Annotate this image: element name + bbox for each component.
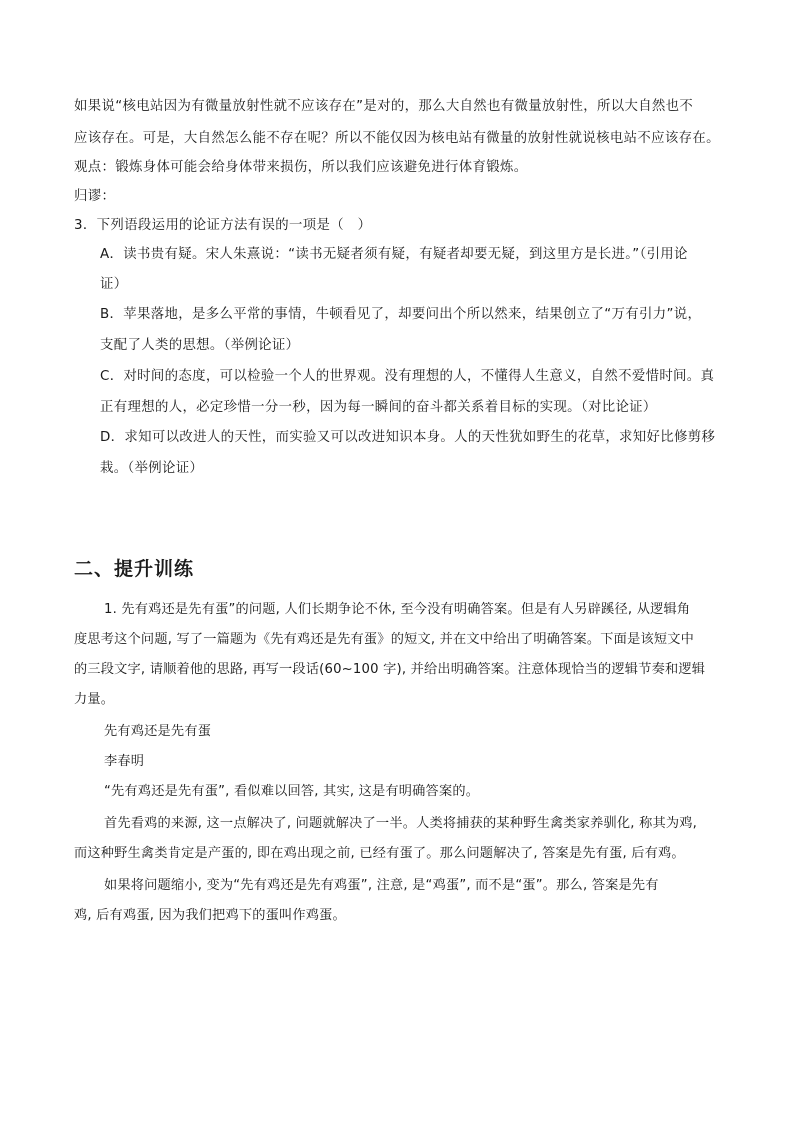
option-b: B．苹果落地，是多么平常的事情，牛顿看见了，却要问出个所以然来，结果创立了“万有引力”说，	[100, 307, 702, 322]
essay-paragraph: 首先看鸡的来源, 这一点解决了, 问题就解决了一半。人类将捕获的某种野生禽类家养驯化, 称其为鸡,	[104, 816, 698, 831]
option-c: C．对时间的态度，可以检验一个人的世界观。没有理想的人，不懂得人生意义，自然不爱惜时间。真	[100, 369, 715, 384]
essay-paragraph: 如果将问题缩小, 变为“先有鸡还是先有鸡蛋”, 注意, 是“鸡蛋”, 而不是“蛋”。那么, 答案是先有	[104, 878, 659, 893]
exercise-1-line: 的三段文字, 请顺着他的思路, 再写一段话(60~100 字), 并给出明确答案。注意体现恰当的逻辑节奏和逻辑	[74, 662, 706, 677]
text-line: 如果说“核电站因为有微量放射性就不应该存在”是对的，那么大自然也有微量放射性，所以大自然也不	[74, 99, 694, 114]
essay-paragraph: “先有鸡还是先有蛋”, 看似难以回答, 其实, 这是有明确答案的。	[104, 784, 480, 799]
option-a-cont: 证）	[100, 277, 128, 292]
option-c-cont: 正有理想的人，必定珍惜一分一秒，因为每一瞬间的奋斗都关系着目标的实现。（对比论证）	[100, 400, 657, 415]
exercise-1-line: 力量。	[74, 692, 115, 707]
section-title: 二、提升训练	[74, 558, 195, 580]
option-a: A．读书贵有疑。宋人朱熹说：“读书无疑者须有疑，有疑者却要无疑，到这里方是长进。”（引用论	[100, 247, 688, 262]
option-d-cont: 栽。（举例论证）	[100, 461, 204, 476]
essay-paragraph: 而这种野生禽类肯定是产蛋的, 即在鸡出现之前, 已经有蛋了。那么问题解决了, 答案是先有蛋, 后有鸡。	[74, 846, 685, 861]
exercise-1-line: 度思考这个问题, 写了一篇题为《先有鸡还是先有蛋》的短文, 并在文中给出了明确答案。下面是该短文中	[74, 632, 695, 647]
text-line: 应该存在。可是，大自然怎么能不存在呢？所以不能仅因为核电站有微量的放射性就说核电站不应该存在。	[74, 131, 720, 146]
essay-paragraph: 鸡, 后有鸡蛋, 因为我们把鸡下的蛋叫作鸡蛋。	[74, 908, 346, 923]
option-b-cont: 支配了人类的思想。（举例论证）	[100, 338, 300, 353]
question-3-stem: 3．下列语段运用的论证方法有误的一项是（ ）	[74, 218, 372, 233]
option-d: D．求知可以改进人的天性，而实验又可以改进知识本身。人的天性犹如野生的花草，求知好比修剪移	[100, 430, 716, 445]
essay-author: 李春明	[104, 754, 145, 769]
exercise-1-line: 1. 先有鸡还是先有蛋”的问题, 人们长期争论不休, 至今没有明确答案。但是有人另辟蹊径, 从逻辑角	[104, 602, 691, 617]
viewpoint-line: 观点：锻炼身体可能会给身体带来损伤，所以我们应该避免进行体育锻炼。	[74, 160, 528, 175]
reductio-label: 归谬：	[74, 189, 116, 204]
essay-title: 先有鸡还是先有蛋	[104, 724, 212, 739]
